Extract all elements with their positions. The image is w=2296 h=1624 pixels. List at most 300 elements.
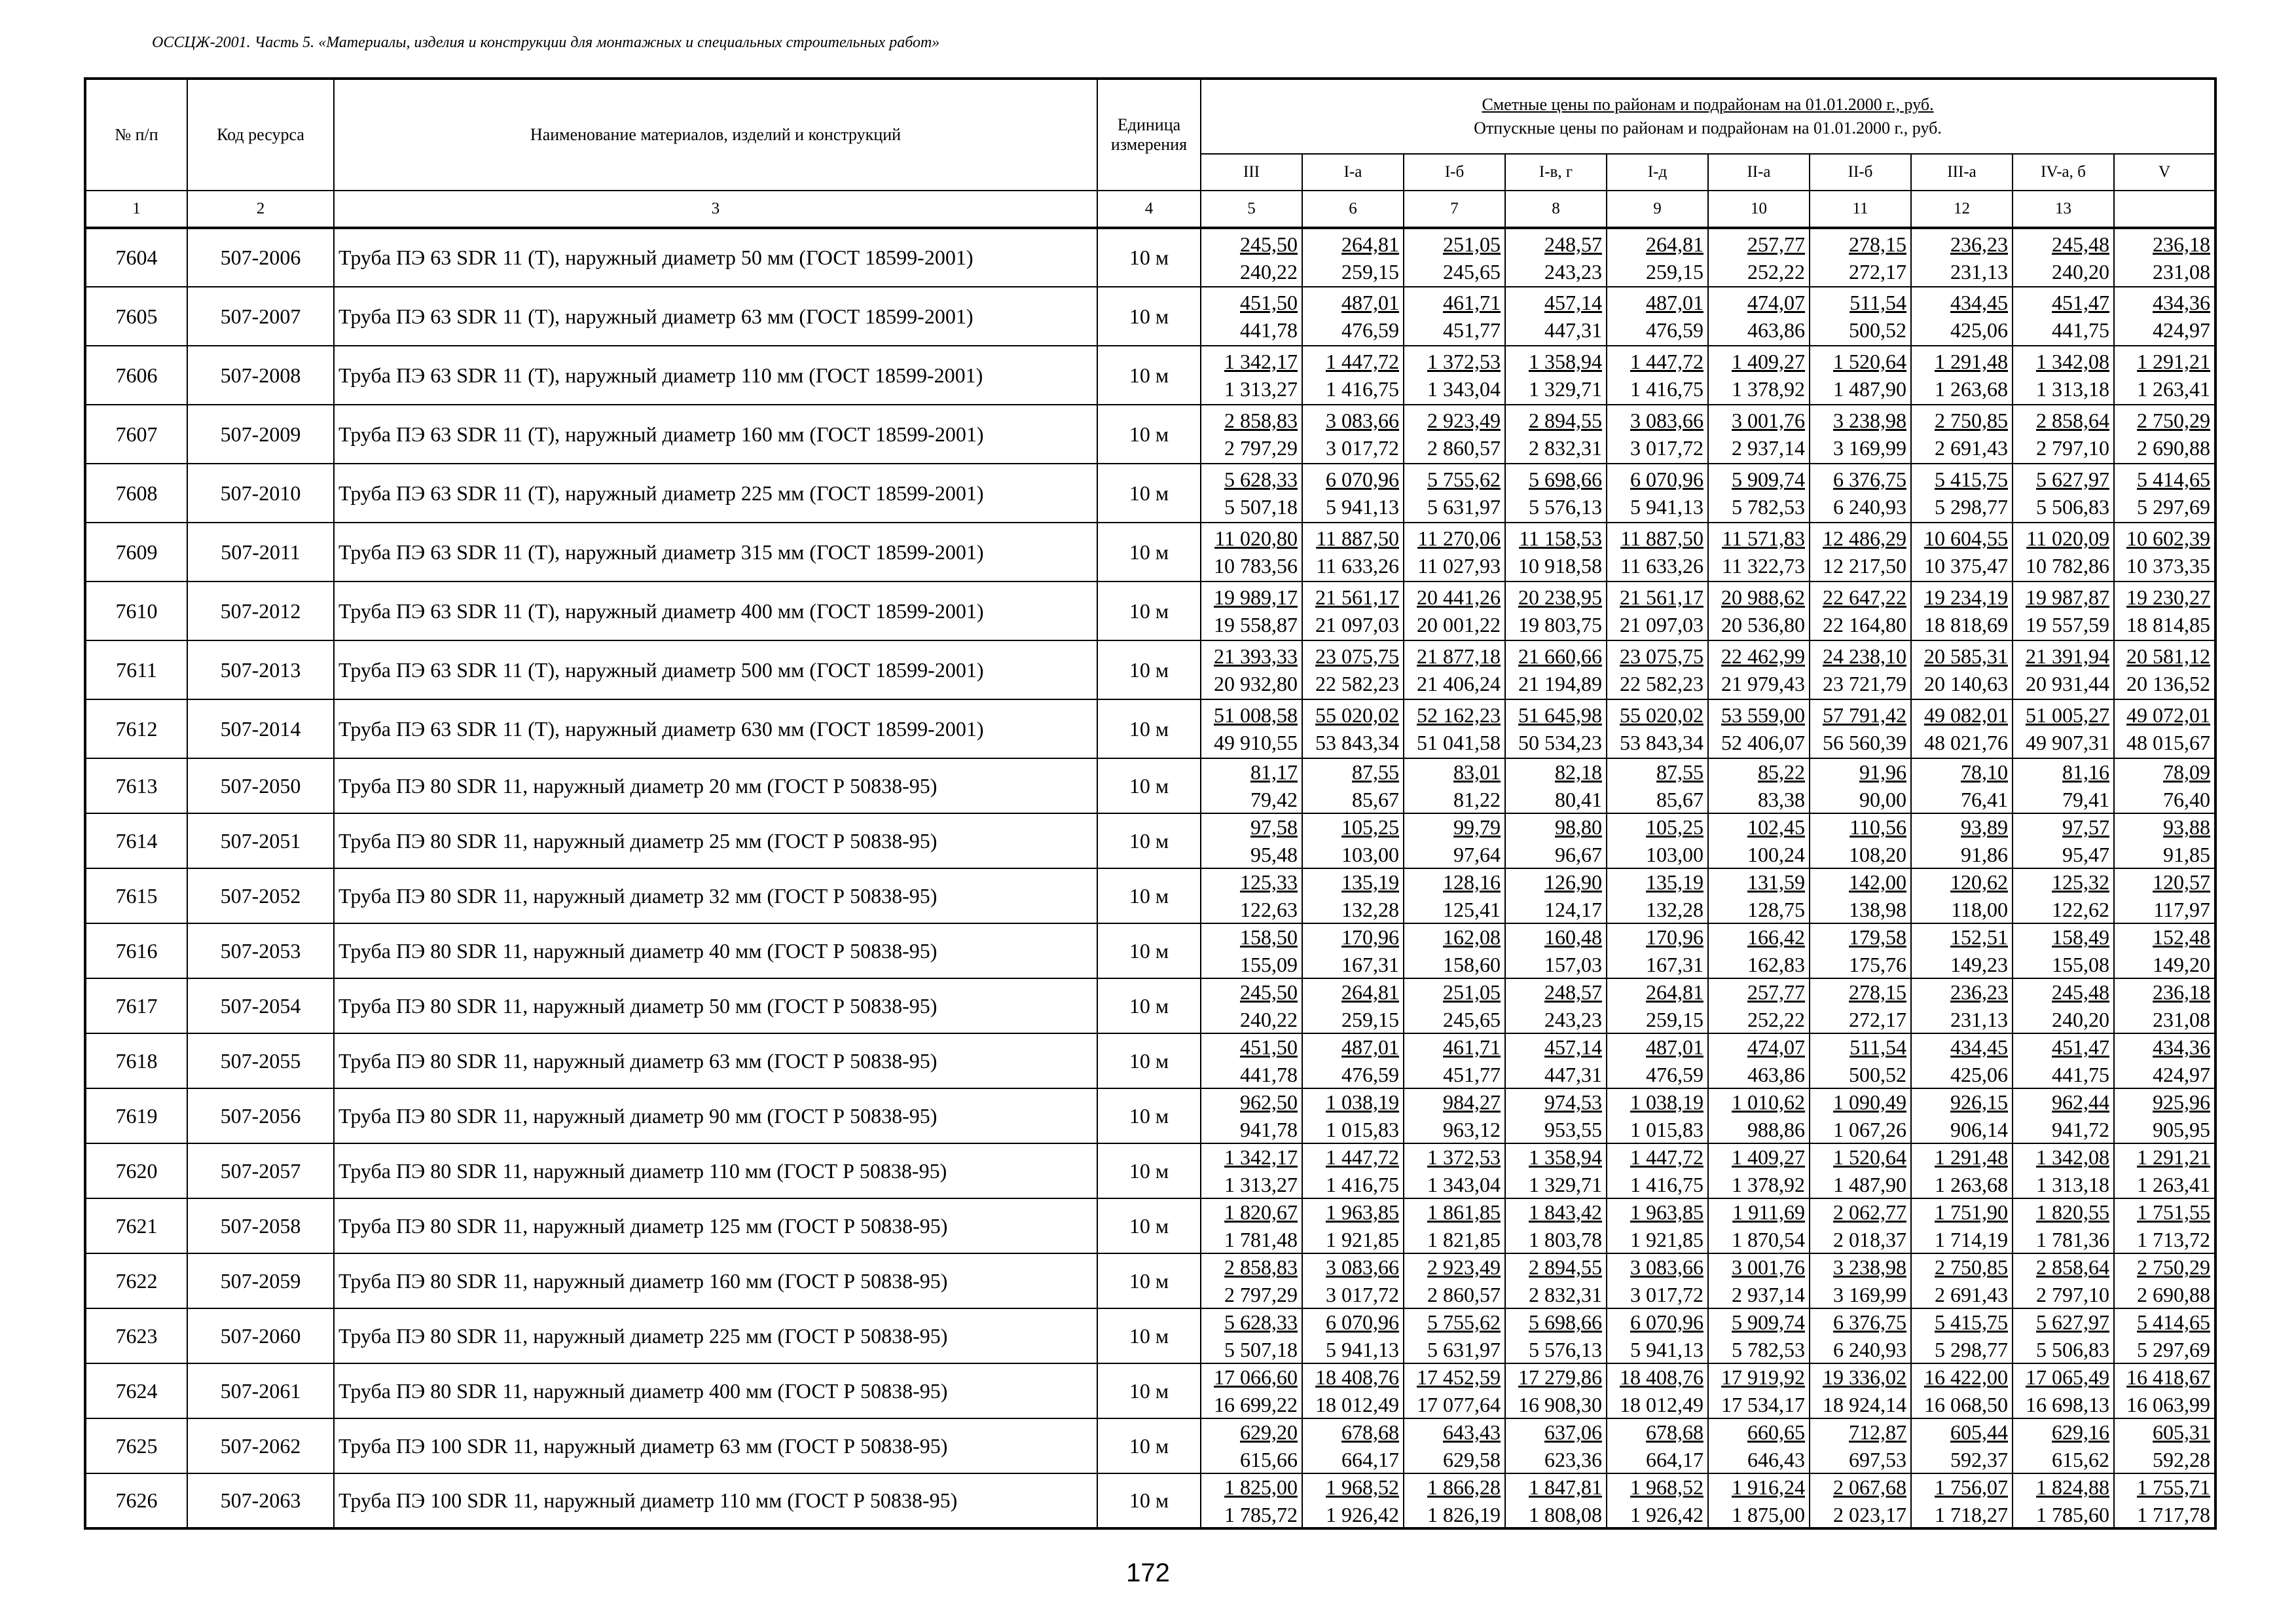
release-price: 48 015,67: [2126, 731, 2211, 754]
price-cell: [2013, 1363, 2114, 1418]
estimate-price: 461,71: [1443, 1035, 1501, 1059]
table-row: [85, 346, 2215, 405]
unit: 10 м: [1097, 1418, 1201, 1473]
estimate-price: 85,22: [1758, 760, 1805, 784]
price-cell: [2013, 287, 2114, 346]
estimate-price: 1 824,88: [2036, 1475, 2109, 1499]
table-row: [85, 1418, 2215, 1473]
price-cell: [1201, 1363, 1302, 1418]
release-price: 118,00: [1951, 898, 2008, 921]
price-cell: [1607, 1363, 1708, 1418]
release-price: 2 690,88: [2137, 436, 2211, 460]
release-price: 1 416,75: [1326, 377, 1399, 401]
release-price: 240,20: [2052, 259, 2109, 284]
price-cell: [1911, 464, 2013, 523]
release-price: 1 263,41: [2137, 1173, 2211, 1196]
release-price: 23 721,79: [1823, 672, 1906, 695]
estimate-price: 1 866,28: [1427, 1475, 1501, 1499]
release-price: 441,75: [2052, 1063, 2109, 1086]
estimate-price: 10 604,55: [1924, 526, 2008, 550]
resource-code: 507-2058: [187, 1198, 334, 1253]
release-price: 10 782,86: [2026, 554, 2109, 578]
release-price: 56 560,39: [1823, 731, 1906, 754]
price-cell: [2114, 1253, 2215, 1308]
release-price: 11 633,26: [1620, 554, 1704, 578]
estimate-price: 20 441,26: [1417, 585, 1501, 609]
release-price: 22 582,23: [1315, 672, 1399, 695]
table-row: [85, 287, 2215, 346]
release-price: 2 937,14: [1732, 1283, 1805, 1306]
price-title-release: Отпускные цены по районам и подрайонам на 01.01.2000 г., руб.: [1474, 119, 1942, 138]
price-cell: [1505, 464, 1607, 523]
estimate-price: 451,47: [2052, 1035, 2109, 1059]
price-cell: [1911, 758, 2013, 813]
estimate-price: 6 070,96: [1630, 1310, 1704, 1334]
estimate-price: 434,36: [2153, 291, 2211, 314]
release-price: 463,86: [1747, 1063, 1805, 1086]
release-price: 3 017,72: [1326, 1283, 1399, 1306]
price-cell: [1607, 813, 1708, 868]
release-price: 1 870,54: [1732, 1228, 1805, 1251]
item-name: Труба ПЭ 63 SDR 11 (Т), наружный диаметр 63 мм (ГОСТ 18599-2001): [334, 287, 1097, 346]
estimate-price: 5 909,74: [1732, 1310, 1805, 1334]
price-cell: [1911, 581, 2013, 640]
release-price: 476,59: [1341, 1063, 1399, 1086]
estimate-price: 82,18: [1555, 760, 1602, 784]
price-cell: [1708, 868, 1810, 923]
item-name: Труба ПЭ 100 SDR 11, наружный диаметр 63 мм (ГОСТ Р 50838-95): [334, 1418, 1097, 1473]
price-cell: [1911, 923, 2013, 978]
estimate-price: 1 038,19: [1326, 1090, 1399, 1114]
row-number: 7618: [85, 1033, 187, 1088]
release-price: 1 378,92: [1732, 1173, 1805, 1196]
estimate-price: 2 858,83: [1224, 1255, 1298, 1279]
release-price: 125,41: [1443, 898, 1501, 921]
table-body: [85, 228, 2215, 1528]
release-price: 18 818,69: [1924, 613, 2008, 637]
release-price: 21 097,03: [1620, 613, 1704, 637]
column-index: 1: [85, 191, 187, 228]
estimate-price: 78,09: [2163, 760, 2211, 784]
price-cell: [1607, 1418, 1708, 1473]
release-price: 1 717,78: [2137, 1502, 2211, 1526]
release-price: 988,86: [1747, 1118, 1805, 1141]
col-header-prices: [1201, 79, 2215, 154]
row-number: 7626: [85, 1473, 187, 1528]
release-price: 19 557,59: [2026, 613, 2109, 637]
release-price: 272,17: [1849, 259, 1906, 284]
row-number: 7614: [85, 813, 187, 868]
price-cell: [1607, 405, 1708, 464]
estimate-price: 142,00: [1849, 870, 1906, 894]
release-price: 259,15: [1646, 1008, 1704, 1031]
resource-code: 507-2057: [187, 1143, 334, 1198]
release-price: 5 297,69: [2137, 1338, 2211, 1361]
table-row: [85, 1253, 2215, 1308]
estimate-price: 974,53: [1544, 1090, 1602, 1114]
estimate-price: 125,33: [1240, 870, 1298, 894]
price-cell: [2114, 868, 2215, 923]
release-price: 167,31: [1341, 953, 1399, 976]
price-cell: [1201, 346, 1302, 405]
price-cell: [1505, 1363, 1607, 1418]
estimate-price: 1 820,67: [1224, 1200, 1298, 1224]
price-cell: [1607, 1308, 1708, 1363]
estimate-price: 3 001,76: [1732, 409, 1805, 432]
estimate-price: 605,31: [2153, 1420, 2211, 1444]
estimate-price: 99,79: [1453, 815, 1501, 839]
release-price: 905,95: [2153, 1118, 2211, 1141]
estimate-price: 11 571,83: [1722, 526, 1805, 550]
estimate-price: 51 645,98: [1518, 703, 1602, 727]
estimate-price: 637,06: [1544, 1420, 1602, 1444]
estimate-price: 5 755,62: [1427, 468, 1501, 491]
release-price: 3 017,72: [1630, 436, 1704, 460]
release-price: 132,28: [1341, 898, 1399, 921]
estimate-price: 3 083,66: [1630, 1255, 1704, 1279]
estimate-price: 2 750,85: [1935, 1255, 2008, 1279]
resource-code: 507-2061: [187, 1363, 334, 1418]
release-price: 243,23: [1544, 1008, 1602, 1031]
price-cell: [2114, 464, 2215, 523]
estimate-price: 97,58: [1250, 815, 1298, 839]
price-cell: [1201, 1033, 1302, 1088]
price-table-container: [84, 77, 2214, 1530]
price-cell: [1201, 923, 1302, 978]
column-index: 11: [1810, 191, 1911, 228]
price-cell: [1810, 523, 1911, 581]
estimate-price: 487,01: [1646, 291, 1704, 314]
price-cell: [2013, 758, 2114, 813]
release-price: 500,52: [1849, 1063, 1906, 1086]
price-cell: [1201, 1473, 1302, 1528]
release-price: 21 097,03: [1315, 613, 1399, 637]
release-price: 441,78: [1240, 1063, 1298, 1086]
price-cell: [1810, 1418, 1911, 1473]
price-cell: [1810, 699, 1911, 758]
release-price: 1 015,83: [1630, 1118, 1704, 1141]
price-cell: [2114, 1308, 2215, 1363]
document-header: ОССЦЖ-2001. Часть 5. «Материалы, изделия и конструкции для монтажных и специальных строительных работ»: [152, 34, 940, 51]
price-cell: [1911, 346, 2013, 405]
estimate-price: 962,44: [2052, 1090, 2109, 1114]
price-cell: [1810, 287, 1911, 346]
price-cell: [1911, 1473, 2013, 1528]
release-price: 5 941,13: [1630, 495, 1704, 519]
price-cell: [1302, 1143, 1404, 1198]
col-header-unit: Единица измерения: [1097, 79, 1201, 191]
estimate-price: 6 070,96: [1630, 468, 1704, 491]
unit: 10 м: [1097, 1473, 1201, 1528]
estimate-price: 6 376,75: [1833, 1310, 1906, 1334]
estimate-price: 264,81: [1341, 980, 1399, 1004]
estimate-price: 162,08: [1443, 925, 1501, 949]
price-cell: [1810, 346, 1911, 405]
estimate-price: 160,48: [1544, 925, 1602, 949]
estimate-price: 128,16: [1443, 870, 1501, 894]
release-price: 5 506,83: [2036, 1338, 2109, 1361]
release-price: 20 136,52: [2126, 672, 2211, 695]
price-cell: [2013, 1308, 2114, 1363]
release-price: 1 416,75: [1326, 1173, 1399, 1196]
release-price: 18 012,49: [1315, 1393, 1399, 1416]
release-price: 11 027,93: [1417, 554, 1501, 578]
estimate-price: 1 291,48: [1935, 350, 2008, 373]
table-row: [85, 581, 2215, 640]
price-cell: [1302, 1418, 1404, 1473]
estimate-price: 3 083,66: [1326, 409, 1399, 432]
item-name: Труба ПЭ 63 SDR 11 (Т), наружный диаметр 400 мм (ГОСТ 18599-2001): [334, 581, 1097, 640]
resource-code: 507-2055: [187, 1033, 334, 1088]
resource-code: 507-2012: [187, 581, 334, 640]
column-index: 10: [1708, 191, 1810, 228]
table-row: [85, 1143, 2215, 1198]
row-number: 7615: [85, 868, 187, 923]
estimate-price: 1 291,21: [2137, 350, 2211, 373]
price-cell: [1607, 464, 1708, 523]
unit: 10 м: [1097, 640, 1201, 699]
estimate-price: 2 858,64: [2036, 1255, 2109, 1279]
estimate-price: 2 750,85: [1935, 409, 2008, 432]
estimate-price: 5 628,33: [1224, 1310, 1298, 1334]
price-cell: [1505, 1418, 1607, 1473]
estimate-price: 451,47: [2052, 291, 2109, 314]
price-cell: [1404, 1088, 1505, 1143]
estimate-price: 23 075,75: [1315, 644, 1399, 668]
price-cell: [1708, 1308, 1810, 1363]
price-cell: [1404, 1418, 1505, 1473]
unit: 10 м: [1097, 1308, 1201, 1363]
release-price: 5 576,13: [1529, 1338, 1602, 1361]
estimate-price: 1 963,85: [1326, 1200, 1399, 1224]
price-cell: [1708, 1253, 1810, 1308]
release-price: 1 263,68: [1935, 1173, 2008, 1196]
estimate-price: 6 376,75: [1833, 468, 1906, 491]
release-price: 1 926,42: [1630, 1502, 1704, 1526]
price-cell: [1201, 228, 1302, 287]
estimate-price: 1 447,72: [1630, 1145, 1704, 1169]
resource-code: 507-2053: [187, 923, 334, 978]
estimate-price: 81,17: [1250, 760, 1298, 784]
release-price: 500,52: [1849, 318, 1906, 342]
estimate-price: 3 238,98: [1833, 409, 1906, 432]
item-name: Труба ПЭ 80 SDR 11, наружный диаметр 20 мм (ГОСТ Р 50838-95): [334, 758, 1097, 813]
estimate-price: 1 520,64: [1833, 1145, 1906, 1169]
price-cell: [1708, 581, 1810, 640]
release-price: 21 194,89: [1518, 672, 1602, 695]
estimate-price: 1 963,85: [1630, 1200, 1704, 1224]
release-price: 6 240,93: [1833, 495, 1906, 519]
price-cell: [1810, 813, 1911, 868]
release-price: 2 797,10: [2036, 1283, 2109, 1306]
release-price: 259,15: [1341, 259, 1399, 284]
price-cell: [2013, 228, 2114, 287]
estimate-price: 1 751,55: [2137, 1200, 2211, 1224]
resource-code: 507-2060: [187, 1308, 334, 1363]
unit: 10 м: [1097, 346, 1201, 405]
release-price: 1 263,68: [1935, 377, 2008, 401]
estimate-price: 93,89: [1961, 815, 2008, 839]
price-cell: [1302, 1308, 1404, 1363]
estimate-price: 245,48: [2052, 980, 2109, 1004]
table-row: [85, 1198, 2215, 1253]
estimate-price: 1 447,72: [1630, 350, 1704, 373]
estimate-price: 2 923,49: [1427, 409, 1501, 432]
price-cell: [1911, 640, 2013, 699]
price-cell: [1404, 813, 1505, 868]
table-row: [85, 640, 2215, 699]
price-cell: [1708, 978, 1810, 1033]
resource-code: 507-2054: [187, 978, 334, 1033]
row-number: 7607: [85, 405, 187, 464]
release-price: 117,97: [2153, 898, 2211, 921]
release-price: 16 068,50: [1924, 1393, 2008, 1416]
price-cell: [1302, 346, 1404, 405]
release-price: 2 937,14: [1732, 436, 1805, 460]
estimate-price: 1 968,52: [1630, 1475, 1704, 1499]
table-row: [85, 523, 2215, 581]
price-cell: [1810, 464, 1911, 523]
unit: 10 м: [1097, 287, 1201, 346]
item-name: Труба ПЭ 80 SDR 11, наружный диаметр 32 мм (ГОСТ Р 50838-95): [334, 868, 1097, 923]
release-price: 963,12: [1443, 1118, 1501, 1141]
row-number: 7624: [85, 1363, 187, 1418]
release-price: 16 699,22: [1214, 1393, 1298, 1416]
estimate-price: 21 877,18: [1417, 644, 1501, 668]
region-header: III-а: [1911, 154, 2013, 191]
price-cell: [2013, 1253, 2114, 1308]
unit: 10 м: [1097, 978, 1201, 1033]
price-cell: [1607, 346, 1708, 405]
estimate-price: 126,90: [1544, 870, 1602, 894]
estimate-price: 16 422,00: [1924, 1365, 2008, 1389]
estimate-price: 21 393,33: [1214, 644, 1298, 668]
estimate-price: 5 628,33: [1224, 468, 1298, 491]
price-cell: [1302, 640, 1404, 699]
estimate-price: 962,50: [1240, 1090, 1298, 1114]
release-price: 424,97: [2153, 1063, 2211, 1086]
estimate-price: 20 585,31: [1924, 644, 2008, 668]
release-price: 11 633,26: [1316, 554, 1399, 578]
resource-code: 507-2062: [187, 1418, 334, 1473]
estimate-price: 2 894,55: [1529, 1255, 1602, 1279]
release-price: 245,65: [1443, 259, 1501, 284]
estimate-price: 1 409,27: [1732, 1145, 1805, 1169]
estimate-price: 629,16: [2052, 1420, 2109, 1444]
unit: 10 м: [1097, 228, 1201, 287]
estimate-price: 19 234,19: [1924, 585, 2008, 609]
estimate-price: 236,18: [2153, 232, 2211, 256]
price-cell: [1810, 1198, 1911, 1253]
estimate-price: 678,68: [1646, 1420, 1704, 1444]
price-cell: [1302, 1088, 1404, 1143]
estimate-price: 19 336,02: [1823, 1365, 1906, 1389]
release-price: 85,67: [1352, 788, 1399, 811]
column-index: 8: [1505, 191, 1607, 228]
release-price: 1 416,75: [1630, 1173, 1704, 1196]
release-price: 19 558,87: [1214, 613, 1298, 637]
price-cell: [1201, 405, 1302, 464]
price-cell: [1404, 581, 1505, 640]
release-price: 1 329,71: [1529, 377, 1602, 401]
price-cell: [1302, 1473, 1404, 1528]
estimate-price: 1 010,62: [1732, 1090, 1805, 1114]
release-price: 476,59: [1646, 1063, 1704, 1086]
price-cell: [1607, 1143, 1708, 1198]
resource-code: 507-2013: [187, 640, 334, 699]
price-cell: [1607, 923, 1708, 978]
release-price: 441,75: [2052, 318, 2109, 342]
region-header: II-б: [1810, 154, 1911, 191]
release-price: 1 313,18: [2036, 377, 2109, 401]
release-price: 1 343,04: [1427, 1173, 1501, 1196]
price-cell: [1708, 699, 1810, 758]
estimate-price: 236,23: [1950, 980, 2008, 1004]
estimate-price: 451,50: [1240, 1035, 1298, 1059]
release-price: 1 067,26: [1833, 1118, 1906, 1141]
price-cell: [1911, 405, 2013, 464]
estimate-price: 17 279,86: [1518, 1365, 1602, 1389]
price-cell: [1404, 1253, 1505, 1308]
release-price: 1 785,60: [2036, 1502, 2109, 1526]
estimate-price: 93,88: [2163, 815, 2211, 839]
price-cell: [1302, 1363, 1404, 1418]
region-header: II-а: [1708, 154, 1810, 191]
price-cell: [1505, 581, 1607, 640]
resource-code: 507-2052: [187, 868, 334, 923]
release-price: 953,55: [1544, 1118, 1602, 1141]
release-price: 243,23: [1544, 259, 1602, 284]
estimate-price: 1 342,17: [1224, 1145, 1298, 1169]
resource-code: 507-2050: [187, 758, 334, 813]
estimate-price: 1 861,85: [1427, 1200, 1501, 1224]
estimate-price: 19 987,87: [2026, 585, 2109, 609]
release-price: 5 631,97: [1427, 495, 1501, 519]
price-cell: [1404, 1473, 1505, 1528]
release-price: 697,53: [1849, 1448, 1906, 1471]
price-cell: [1505, 1253, 1607, 1308]
unit: 10 м: [1097, 868, 1201, 923]
release-price: 128,75: [1747, 898, 1805, 921]
estimate-price: 245,50: [1240, 980, 1298, 1004]
row-number: 7620: [85, 1143, 187, 1198]
price-cell: [1201, 868, 1302, 923]
resource-code: 507-2006: [187, 228, 334, 287]
price-cell: [1607, 640, 1708, 699]
estimate-price: 1 372,53: [1427, 1145, 1501, 1169]
release-price: 664,17: [1646, 1448, 1704, 1471]
estimate-price: 5 909,74: [1732, 468, 1805, 491]
price-cell: [1505, 228, 1607, 287]
estimate-price: 20 988,62: [1721, 585, 1805, 609]
resource-code: 507-2007: [187, 287, 334, 346]
resource-code: 507-2009: [187, 405, 334, 464]
price-cell: [1302, 523, 1404, 581]
release-price: 6 240,93: [1833, 1338, 1906, 1361]
release-price: 149,20: [2153, 953, 2211, 976]
price-cell: [2114, 405, 2215, 464]
price-cell: [1404, 923, 1505, 978]
estimate-price: 1 342,08: [2036, 1145, 2109, 1169]
estimate-price: 660,65: [1747, 1420, 1805, 1444]
release-price: 476,59: [1341, 318, 1399, 342]
release-price: 646,43: [1747, 1448, 1805, 1471]
estimate-price: 51 005,27: [2026, 703, 2109, 727]
item-name: Труба ПЭ 80 SDR 11, наружный диаметр 125 мм (ГОСТ Р 50838-95): [334, 1198, 1097, 1253]
release-price: 252,22: [1747, 259, 1805, 284]
release-price: 240,22: [1240, 1008, 1298, 1031]
release-price: 122,63: [1240, 898, 1298, 921]
